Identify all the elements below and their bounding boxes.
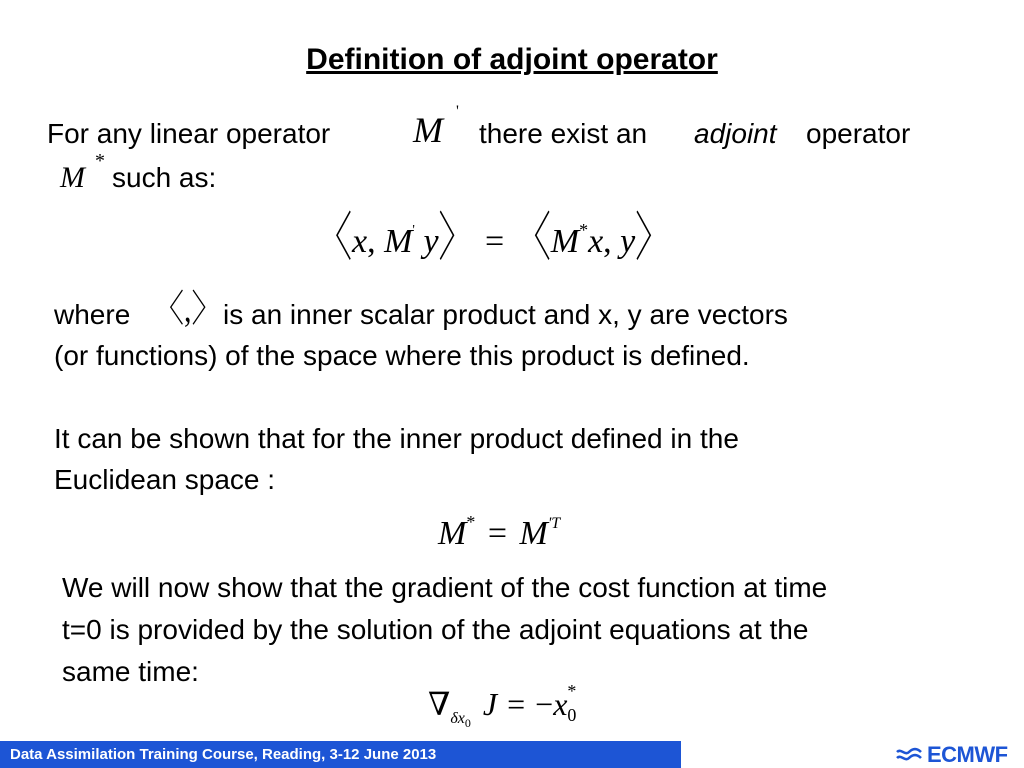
eq3-minus: − [535,686,554,722]
eq3-equals: = [507,686,526,722]
adjoint-definition-equation: 〈x, M' y〉 = 〈M*x, y〉 [318,209,670,268]
eq1-star: * [579,220,589,240]
where-text-1: is an inner scalar product and x, y are vectors [223,299,788,330]
star-mark: * [95,150,105,172]
eq1-x: x [352,223,368,260]
eq1-comma2: , [603,223,612,260]
gradient-text-3: same time: [62,656,199,687]
euclid-text-2: Euclidean space : [54,464,276,495]
eq3-star: * [567,681,577,701]
where-word: where [54,299,131,330]
eq1-mstar: M [550,223,580,260]
nabla-symbol: ∇ [428,686,451,722]
adjoint-symbol-m: M [60,161,85,194]
eq3-x: x [553,686,568,722]
eq3-subscript: δx0 [450,710,471,731]
ecmwf-wave-icon [895,747,923,763]
eq1-y: y [423,223,439,260]
gradient-text-1: We will now show that the gradient of the cost function at time [62,572,828,603]
intro-text-2: there exist an [479,118,648,149]
eq2-sup: 'T [547,515,561,532]
eq2-equals: = [487,515,508,552]
euclidean-adjoint-equation [438,500,560,556]
eq1-comma: , [367,223,376,260]
footer-course-text: Data Assimilation Training Course, Reading, 3-12 June 2013 [10,746,437,763]
intro-text-3: operator [806,118,911,149]
eq1-x2: x [588,223,604,260]
euclid-text-1: It can be shown that for the inner product defined in the [54,423,739,454]
prime-mark: ' [456,103,459,120]
where-text-2: (or functions) of the space where this product is defined. [54,340,750,371]
eq1-m: M [384,223,413,260]
eq1-equals: = [485,223,505,260]
inner-product-brackets: 〈,〉 [154,288,222,330]
slide-title: Definition of adjoint operator [306,43,718,76]
gradient-equation [428,682,581,745]
operator-symbol-m: M [413,110,443,150]
eq2-lhs: M [438,515,467,552]
intro-text-4: such as: [112,162,217,193]
gradient-text-2: t=0 is provided by the solution of the adjoint equations at the [62,614,809,645]
adjoint-word: adjoint [694,118,777,149]
eq3-zero: 0 [567,705,577,725]
eq3-j: J [482,686,498,722]
eq2-rhs: M [519,515,548,552]
ecmwf-logo [895,741,1008,768]
ecmwf-logo-text: ECMWF [927,741,1008,767]
eq1-y2: y [620,223,636,260]
eq1-prime: ' [412,223,415,238]
intro-text-1: For any linear operator [47,118,331,149]
eq2-star: * [466,512,476,532]
